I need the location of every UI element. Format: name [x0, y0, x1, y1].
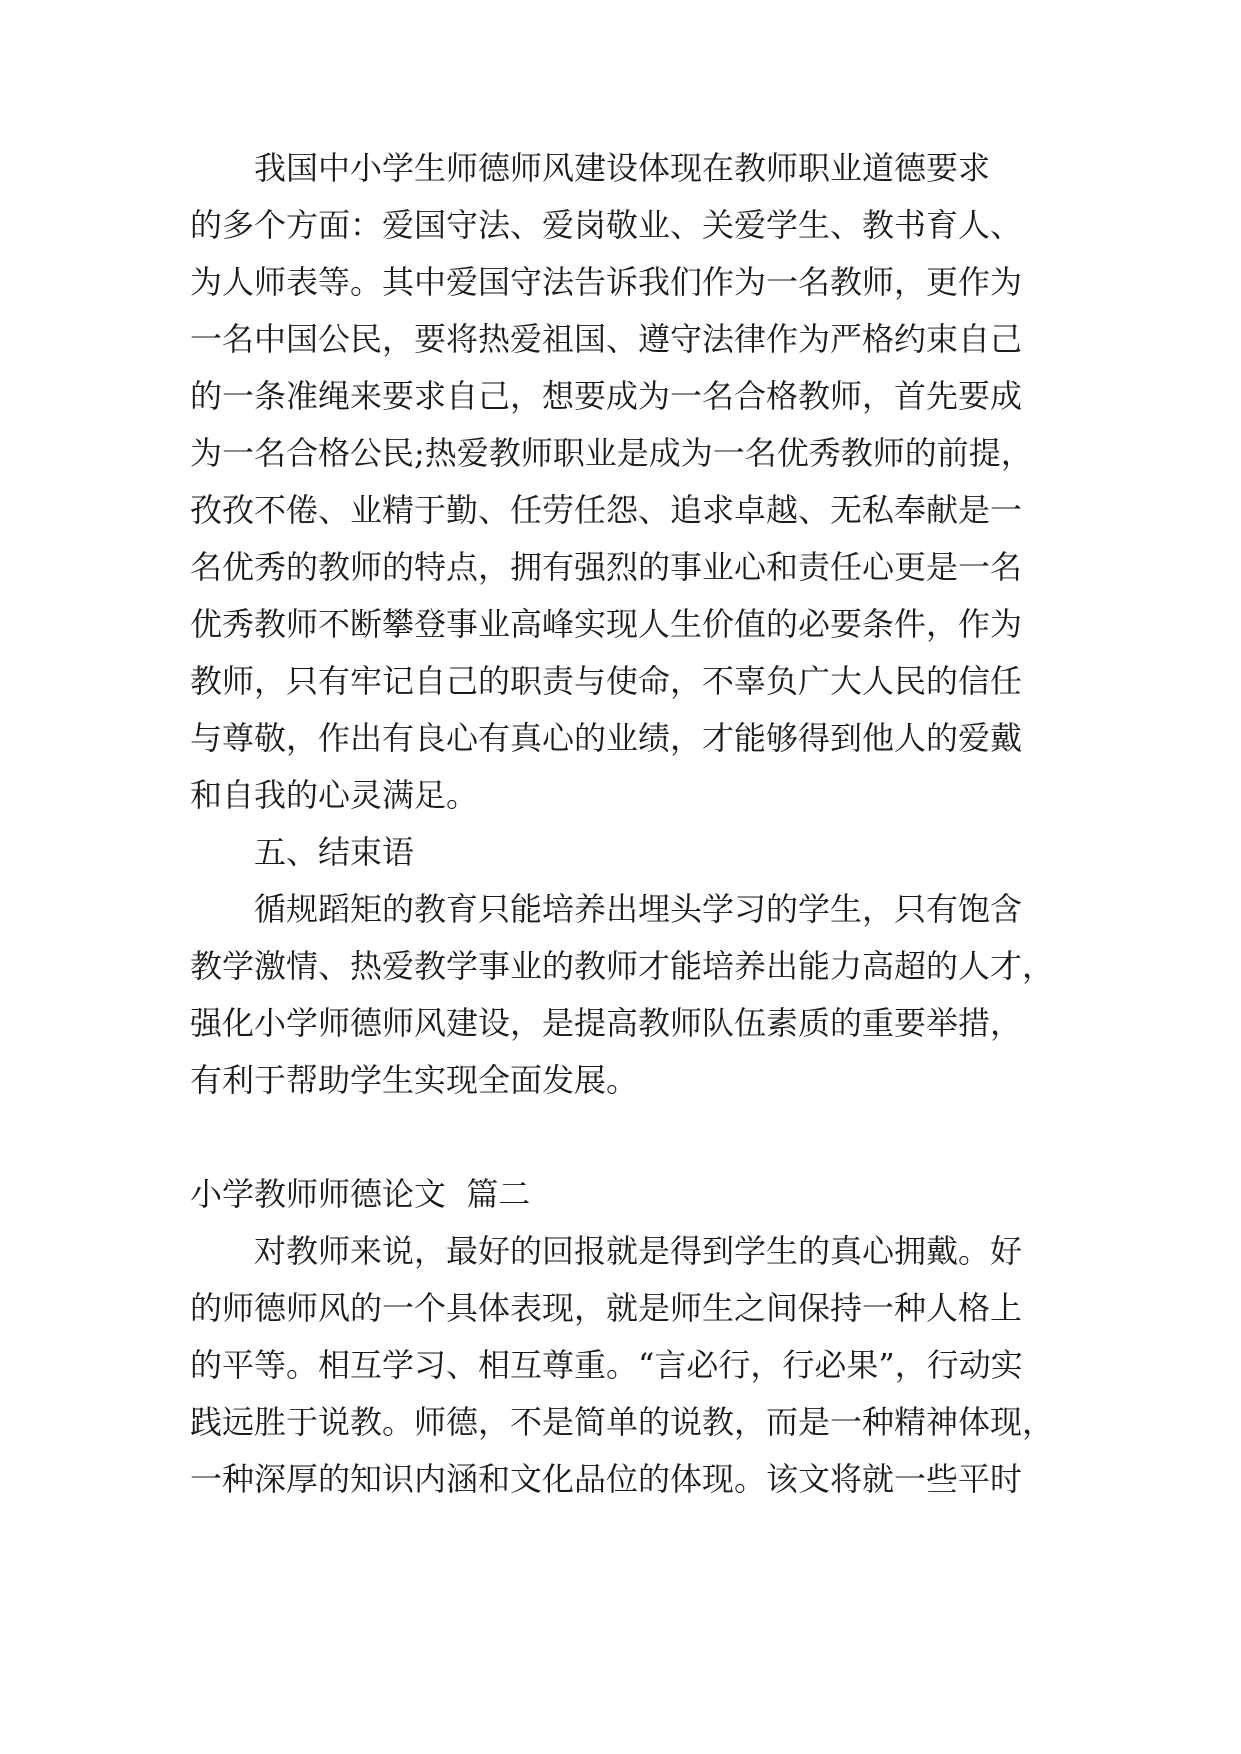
paragraph-line: 我国中小学生师德师风建设体现在教师职业道德要求: [254, 149, 991, 187]
paragraph-line: 教学激情、热爱教学事业的教师才能培养出能力高超的人才，: [190, 947, 1055, 985]
paragraph-line: 的平等。相互学习、相互尊重。“言必行，行必果”，行动实: [190, 1346, 1023, 1384]
paragraph-line: 有利于帮助学生实现全面发展。: [190, 1061, 639, 1099]
paragraph-line: 循规蹈矩的教育只能培养出埋头学习的学生，只有饱含: [254, 890, 1023, 928]
article-title: 小学教师师德论文 篇二: [190, 1175, 531, 1213]
paragraph-line: 的一条准绳来要求自己，想要成为一名合格教师，首先要成: [190, 377, 1023, 415]
paragraph-line: 为人师表等。其中爱国守法告诉我们作为一名教师，更作为: [190, 263, 1023, 301]
paragraph-line: 的师德师风的一个具体表现，就是师生之间保持一种人格上: [190, 1289, 1023, 1327]
paragraph-line: 的多个方面：爱国守法、爱岗敬业、关爱学生、教书育人、: [190, 206, 1023, 244]
paragraph-line: 孜孜不倦、业精于勤、任劳任怨、追求卓越、无私奉献是一: [190, 491, 1023, 529]
paragraph-line: 和自我的心灵满足。: [190, 776, 479, 814]
paragraph-line: 与尊敬，作出有良心有真心的业绩，才能够得到他人的爱戴: [190, 719, 1023, 757]
paragraph-line: 教师，只有牢记自己的职责与使命，不辜负广大人民的信任: [190, 662, 1023, 700]
section-heading: 五、结束语: [254, 833, 415, 871]
paragraph-line: 一名中国公民，要将热爱祖国、遵守法律作为严格约束自己: [190, 320, 1023, 358]
paragraph-line: 一种深厚的知识内涵和文化品位的体现。该文将就一些平时: [190, 1460, 1023, 1498]
paragraph-line: 践远胜于说教。师德，不是简单的说教，而是一种精神体现，: [190, 1403, 1055, 1441]
paragraph-line: 名优秀的教师的特点，拥有强烈的事业心和责任心更是一名: [190, 548, 1023, 586]
paragraph-line: 为一名合格公民;热爱教师职业是成为一名优秀教师的前提，: [190, 434, 1033, 472]
paragraph-line: 强化小学师德师风建设，是提高教师队伍素质的重要举措，: [190, 1004, 1023, 1042]
paragraph-line: 对教师来说，最好的回报就是得到学生的真心拥戴。好: [254, 1232, 1023, 1270]
paragraph-line: 优秀教师不断攀登事业高峰实现人生价值的必要条件，作为: [190, 605, 1023, 643]
